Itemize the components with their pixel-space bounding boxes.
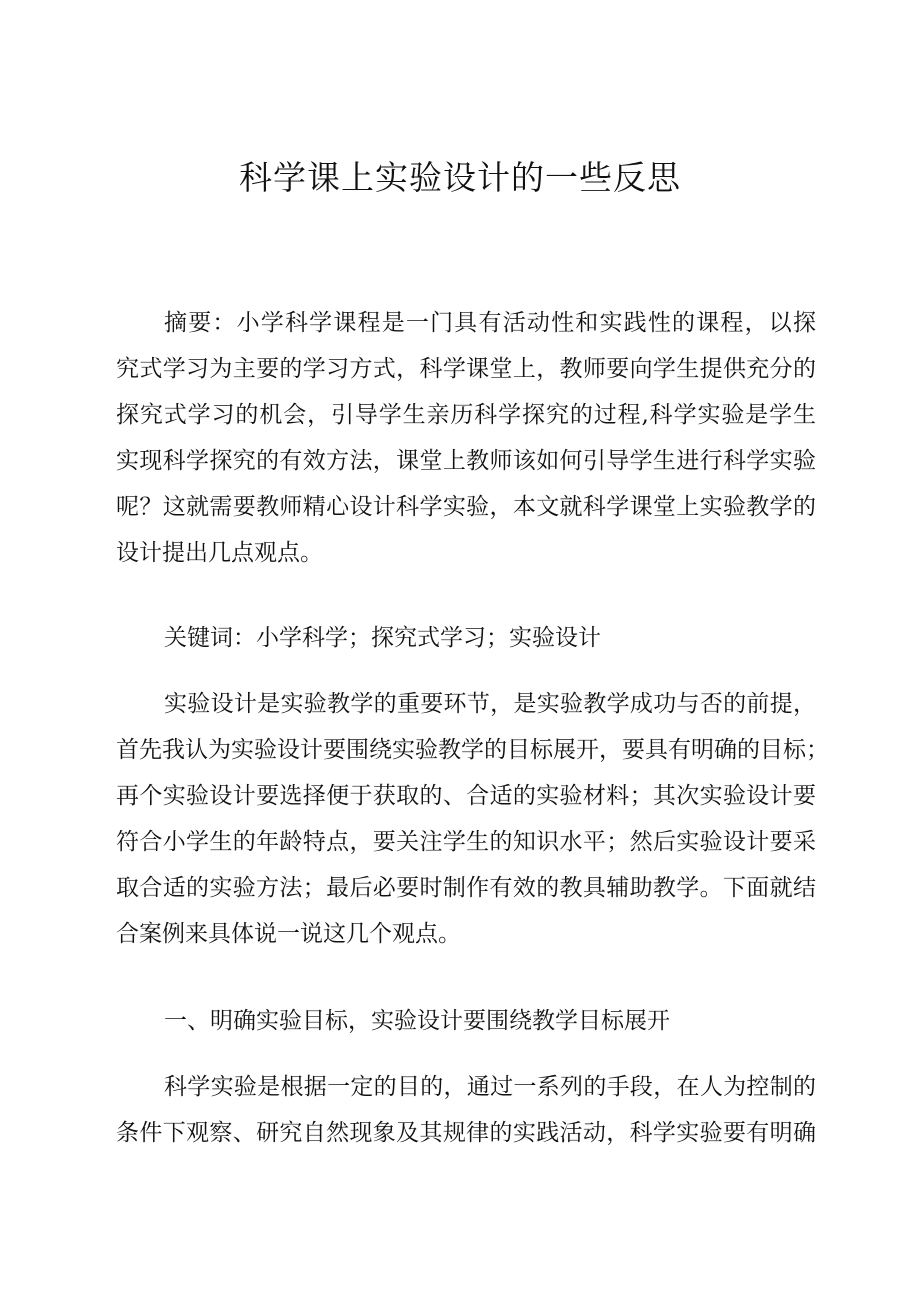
keywords-line: 关键词：小学科学；探究式学习；实验设计 xyxy=(164,625,601,651)
intro-paragraph xyxy=(116,681,829,957)
abstract-line: 摘要：小学科学课程是一门具有活动性和实践性的课程，以探 xyxy=(164,310,816,336)
intro-line: 合案例来具体说一说这几个观点。 xyxy=(116,921,461,947)
section-paragraph xyxy=(116,1064,816,1156)
abstract-line: 设计提出几点观点。 xyxy=(116,540,323,566)
abstract-line: 究式学习为主要的学习方式，科学课堂上，教师要向学生提供充分的 xyxy=(116,356,816,382)
intro-line: 取合适的实验方法；最后必要时制作有效的教具辅助教学。下面就结 xyxy=(116,875,816,901)
intro-line: 符合小学生的年龄特点，要关注学生的知识水平；然后实验设计要采 xyxy=(116,829,816,855)
intro-line: 再个实验设计要选择便于获取的、合适的实验材料；其次实验设计要 xyxy=(116,783,816,809)
intro-line: 首先我认为实验设计要围绕实验教学的目标展开，要具有明确的目标； xyxy=(116,737,829,763)
section-heading xyxy=(116,998,816,1044)
intro-line: 实验设计是实验教学的重要环节，是实验教学成功与否的前提， xyxy=(164,691,816,717)
abstract-line: 实现科学探究的有效方法，课堂上教师该如何引导学生进行科学实验 xyxy=(116,448,816,474)
abstract-line: 呢？这就需要教师精心设计科学实验，本文就科学课堂上实验教学的 xyxy=(116,494,816,520)
section-heading-line: 一、明确实验目标，实验设计要围绕教学目标展开 xyxy=(164,1008,670,1034)
document-title: 科学课上实验设计的一些反思 xyxy=(239,158,681,197)
keywords-paragraph xyxy=(116,615,816,661)
abstract-paragraph xyxy=(116,300,816,576)
section-line: 条件下观察、研究自然现象及其规律的实践活动，科学实验要有明确 xyxy=(116,1120,816,1146)
abstract-line: 探究式学习的机会，引导学生亲历科学探究的过程,科学实验是学生 xyxy=(116,402,816,428)
section-line: 科学实验是根据一定的目的，通过一系列的手段，在人为控制的 xyxy=(164,1074,816,1100)
